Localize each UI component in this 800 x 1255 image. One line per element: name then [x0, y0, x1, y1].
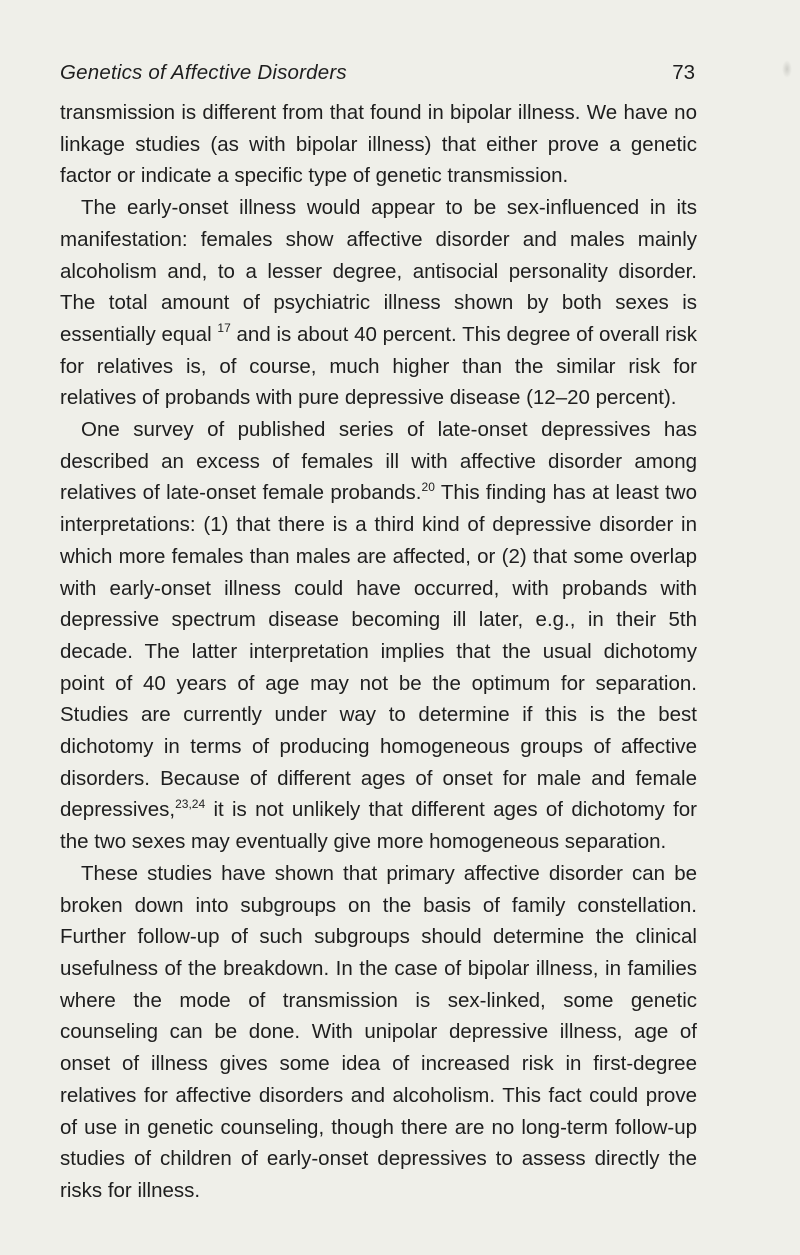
footnote-reference: 20	[421, 479, 435, 494]
paragraph-text: The early-onset illness would appear to be sex-influenced in its manifestation: females show affective disorder and males mainly alcoholism and, to a lesser degree, antisocial personality disorder. The total amount of psychiatric illness shown by both sexes is essentially equal	[60, 196, 697, 346]
paragraph-text: One survey of published series of late-onset depressives has described an excess of females ill with affective disorder among relatives of late-onset female probands.	[60, 418, 697, 505]
paragraph-1	[60, 97, 697, 192]
scan-speck	[782, 60, 792, 78]
footnote-reference: 17	[217, 321, 231, 336]
paragraph-2	[60, 192, 697, 414]
paragraph-text: it is not unlikely that different ages of dichotomy for the two sexes may eventually give more homogeneous separation.	[60, 798, 697, 854]
paragraph-text: transmission is different from that found in bipolar illness. We have no linkage studies (as with bipolar illness) that either prove a genetic factor or indicate a specific type of genetic transmission.	[60, 101, 697, 188]
paragraph-4	[60, 858, 697, 1207]
paragraph-3	[60, 414, 697, 858]
paragraph-text: These studies have shown that primary affective disorder can be broken down into subgroups on the basis of family constellation. Further follow-up of such subgroups should determine the clinical usefulness of the breakdown. In the case of bipolar illness, in families where the mode of transmission is sex-linked, some genetic counseling can be done. With unipolar depressive illness, age of onset of illness gives some idea of increased risk in first-degree relatives for affective disorders and alcoholism. This fact could prove of use in genetic counseling, though there are no long-term follow-up studies of children of early-onset depressives to assess directly the risks for illness.	[60, 861, 697, 1202]
footnote-reference: 23,24	[175, 796, 206, 811]
running-head	[60, 58, 695, 88]
running-title: Genetics of Affective Disorders	[60, 61, 347, 84]
paragraph-text: This finding has at least two interpretations: (1) that there is a third kind of depressive disorder in which more females than males are affected, or (2) that some overlap with early-onset illness could have occurred, with probands with depressive spectrum disease becoming ill later, e.g., in their 5th decade. The latter interpretation implies that the usual dichotomy point of 40 years of age may not be the optimum for separation. Studies are currently under way to determine if this is the best dichotomy in terms of producing homogeneous groups of affective disorders. Because of different ages of onset for male and female depressives,	[60, 481, 698, 822]
paragraph-text: and is about 40 percent. This degree of overall risk for relatives is, of course, much higher than the similar risk for relatives of probands with pure depressive disease (12–20 percent).	[60, 322, 698, 410]
body-text	[60, 97, 697, 1207]
page-number: 73	[672, 61, 695, 84]
